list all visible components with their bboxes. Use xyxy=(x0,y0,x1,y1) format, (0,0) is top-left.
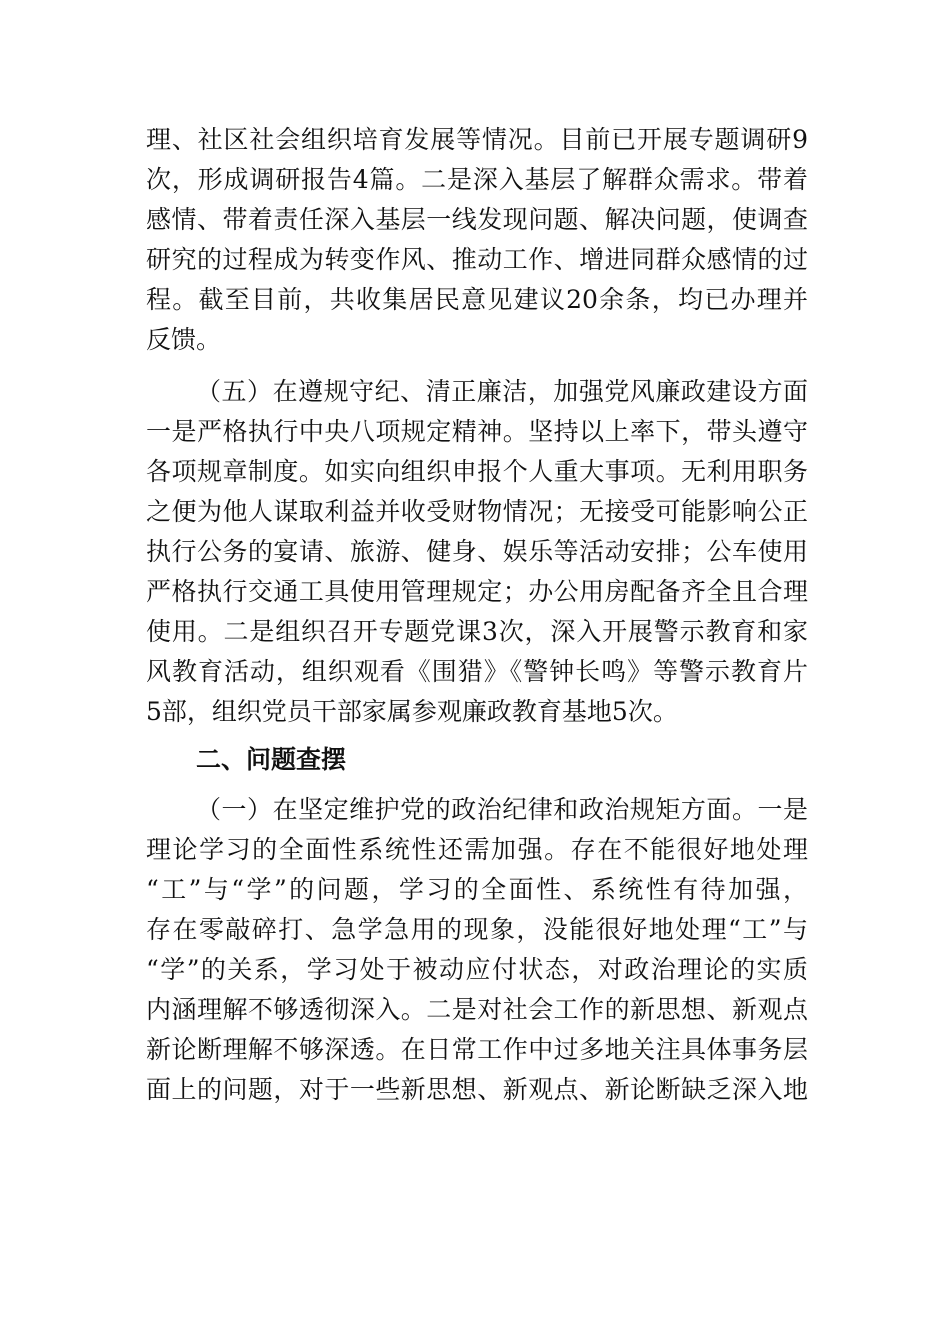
text-line: 之便为他人谋取利益并收受财物情况；无接受可能影响公正 xyxy=(146,497,808,526)
text-line: 风教育活动，组织观看《围猎》《警钟长鸣》等警示教育片 xyxy=(146,657,808,686)
text-line: 次，形成调研报告4篇。二是深入基层了解群众需求。带着 xyxy=(146,165,808,194)
text-line: 感情、带着责任深入基层一线发现问题、解决问题，使调查 xyxy=(146,205,808,234)
text-line: 一是严格执行中央八项规定精神。坚持以上率下，带头遵守 xyxy=(146,417,808,446)
text-line: 存在零敲碎打、急学急用的现象，没能很好地处理“工”与 xyxy=(146,915,808,944)
text-line: 各项规章制度。如实向组织申报个人重大事项。无利用职务 xyxy=(146,457,808,486)
text-line: 使用。二是组织召开专题党课3次，深入开展警示教育和家 xyxy=(146,617,808,646)
text-line: 理、社区社会组织培育发展等情况。目前已开展专题调研9 xyxy=(146,125,808,154)
text-line: 程。截至目前，共收集居民意见建议20余条，均已办理并 xyxy=(146,285,808,314)
text-line: “工”与“学”的问题，学习的全面性、系统性有待加强， xyxy=(146,875,808,904)
text-line: 面上的问题，对于一些新思想、新观点、新论断缺乏深入地 xyxy=(146,1075,808,1104)
text-line: “学”的关系，学习处于被动应付状态，对政治理论的实质 xyxy=(146,955,808,984)
text-line: 5部，组织党员干部家属参观廉政教育基地5次。 xyxy=(146,697,678,726)
section-heading: 二、问题查摆 xyxy=(196,745,347,774)
text-line: 严格执行交通工具使用管理规定；办公用房配备齐全且合理 xyxy=(146,577,808,606)
text-line: 研究的过程成为转变作风、推动工作、增进同群众感情的过 xyxy=(146,245,808,274)
text-line: 执行公务的宴请、旅游、健身、娱乐等活动安排；公车使用 xyxy=(146,537,808,566)
text-line: 理论学习的全面性系统性还需加强。存在不能很好地处理 xyxy=(146,835,808,864)
text-line: 反馈。 xyxy=(146,325,222,354)
text-line: 新论断理解不够深透。在日常工作中过多地关注具体事务层 xyxy=(146,1035,808,1064)
subsection-heading-line: （一）在坚定维护党的政治纪律和政治规矩方面。一是 xyxy=(196,795,808,824)
subsection-heading-line: （五）在遵规守纪、清正廉洁，加强党风廉政建设方面 xyxy=(196,377,808,406)
text-line: 内涵理解不够透彻深入。二是对社会工作的新思想、新观点 xyxy=(146,995,808,1024)
